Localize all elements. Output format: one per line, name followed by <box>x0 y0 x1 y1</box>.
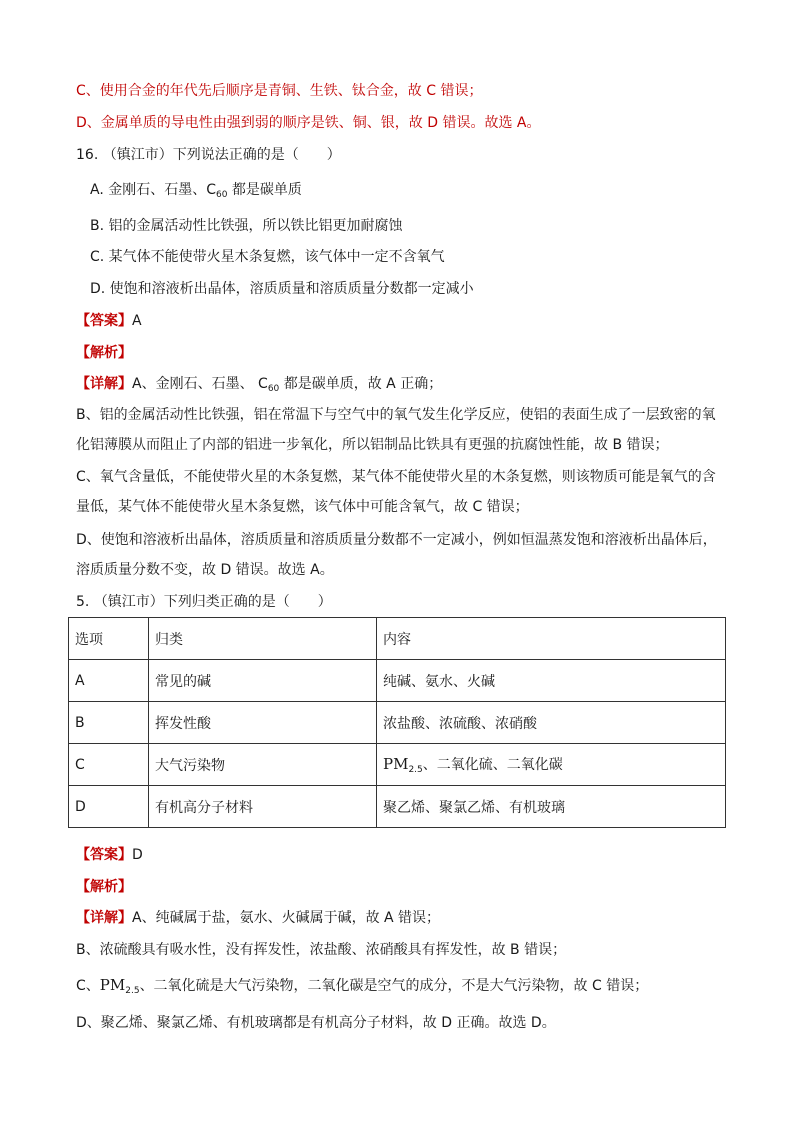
cell-category: 大气污染物 <box>149 744 377 786</box>
question-16-stem: 16. （镇江市）下列说法正确的是（ ） <box>76 147 341 163</box>
q5-detail-b: B、浓硫酸具有吸水性，没有挥发性，浓盐酸、浓硝酸具有挥发性，故 B 错误； <box>76 942 567 958</box>
q16-analysis-label: 【解析】 <box>76 345 132 361</box>
header-option: 选项 <box>69 618 149 660</box>
cell-content: 纯碱、氨水、火碱 <box>377 660 726 702</box>
q5-answer: 【答案】D <box>76 847 143 863</box>
cell-category: 有机高分子材料 <box>149 786 377 828</box>
header-category: 归类 <box>149 618 377 660</box>
cell-content: 浓盐酸、浓硫酸、浓硝酸 <box>377 702 726 744</box>
prev-explanation-d: D、金属单质的导电性由强到弱的顺序是铁、铜、银，故 D 错误。故选 A。 <box>76 115 541 131</box>
cell-option: D <box>69 786 149 828</box>
cell-content: $PM_{2.5}$、二氧化硫、二氧化碳 <box>377 744 726 786</box>
q16-detail-c-line2: 量低，某气体不能使带火星木条复燃，该气体中可能含氧气，故 C 错误； <box>76 499 529 515</box>
q16-detail-d-line2: 溶质质量分数不变，故 D 错误。故选 A。 <box>76 562 334 578</box>
q5-detail-d: D、聚乙烯、聚氯乙烯、有机玻璃都是有机高分子材料，故 D 正确。故选 D。 <box>76 1015 556 1031</box>
question-5-stem: 5. （镇江市）下列归类正确的是（ ） <box>76 594 332 610</box>
q5-analysis-label: 【解析】 <box>76 879 132 895</box>
cell-option: B <box>69 702 149 744</box>
q16-option-d: D. 使饱和溶液析出晶体，溶质质量和溶质质量分数都一定减小 <box>90 281 474 297</box>
q5-detail-a: 【详解】A、纯碱属于盐，氨水、火碱属于碱，故 A 错误； <box>76 910 441 926</box>
q16-detail-c-line1: C、氧气含量低，不能使带火星的木条复燃，某气体不能使带火星的木条复燃，则该物质可能是氧气的含 <box>76 469 716 485</box>
cell-option: C <box>69 744 149 786</box>
table-row <box>69 744 726 786</box>
cell-category: 挥发性酸 <box>149 702 377 744</box>
table-row <box>69 702 726 744</box>
classification-table <box>68 617 726 828</box>
q16-option-a: A. 金刚石、石墨、$C_{60}$ 都是碳单质 <box>90 182 302 200</box>
q16-option-b: B. 铝的金属活动性比铁强，所以铁比铝更加耐腐蚀 <box>90 218 403 234</box>
q16-option-c: C. 某气体不能使带火星木条复燃，该气体中一定不含氧气 <box>90 249 445 265</box>
cell-content: 聚乙烯、聚氯乙烯、有机玻璃 <box>377 786 726 828</box>
table-header-row <box>69 618 726 660</box>
cell-option: A <box>69 660 149 702</box>
q16-detail-b-line1: B、铝的金属活动性比铁强，铝在常温下与空气中的氧气发生化学反应，使铝的表面生成了一层致密的氧 <box>76 407 716 423</box>
header-content: 内容 <box>377 618 726 660</box>
q16-answer: 【答案】A <box>76 313 142 329</box>
q16-detail-d-line1: D、使饱和溶液析出晶体，溶质质量和溶质质量分数都不一定减小，例如恒温蒸发饱和溶液析出晶体后， <box>76 532 717 548</box>
q16-detail-a: 【详解】A、金刚石、石墨、 $C_{60}$ 都是碳单质，故 A 正确； <box>76 376 443 394</box>
q5-detail-c: C、$PM_{2.5}$、二氧化硫是大气污染物，二氧化碳是空气的成分，不是大气污染物，故 C 错误； <box>76 976 649 996</box>
table-row <box>69 786 726 828</box>
table-row <box>69 660 726 702</box>
cell-category: 常见的碱 <box>149 660 377 702</box>
prev-explanation-c: C、使用合金的年代先后顺序是青铜、生铁、钛合金，故 C 错误； <box>76 83 483 99</box>
q16-detail-b-line2: 化铝薄膜从而阻止了内部的铝进一步氧化，所以铝制品比铁具有更强的抗腐蚀性能，故 B 错误； <box>76 437 669 453</box>
